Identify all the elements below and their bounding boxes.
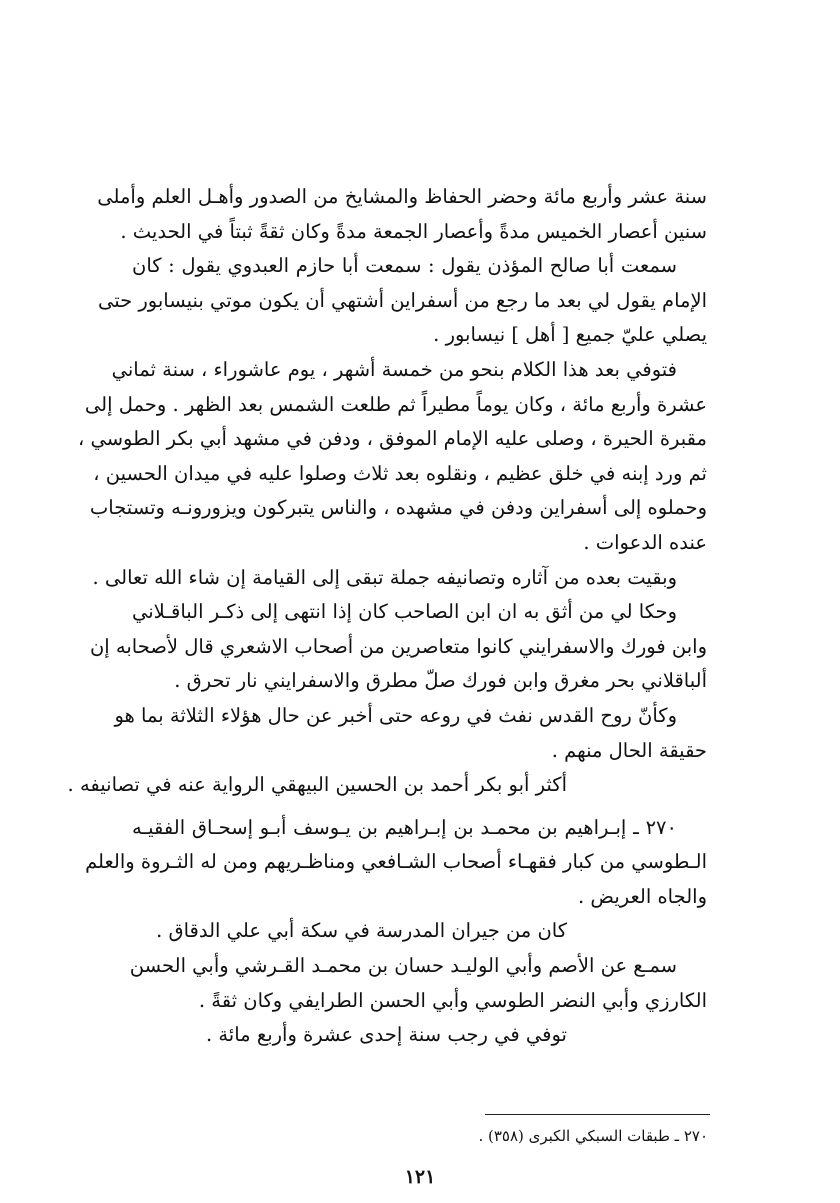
text-line: الكارزي وأبي النضر الطوسي وأبي الحسن الطرايفي وكان ثقةً . (198, 988, 707, 1012)
text-line: كان من جيران المدرسة في سكة أبي علي الدقاق . (156, 919, 567, 943)
text-line: وبقيت بعده من آثاره وتصانيفه جملة تبقى إلى القيامة إن شاء الله تعالى . (92, 565, 677, 589)
text-line: سمعت أبا صالح المؤذن يقول : سمعت أبا حازم العبدوي يقول : كان (132, 254, 677, 278)
text-line: ألباقلاني بحر مغرق وابن فورك صلّ مطرق والاسفرايني نار تحرق . (174, 669, 707, 693)
text-line: ثم ورد إبنه في خلق عظيم ، ونقلوه بعد ثلاث وصلوا عليه في ميدان الحسين ، (93, 461, 707, 485)
text-line: وحملوه إلى أسفراين ودفن في مشهده ، والناس يتبركون ويزورونـه وتستجاب (89, 496, 707, 520)
text-line: سمـع عن الأصم وأبي الوليـد حسان بن محمـد القـرشي وأبي الحسن (129, 954, 677, 978)
text-line: أكثر أبو بكر أحمد بن الحسين البيهقي الرواية عنه في تصانيفه . (67, 773, 567, 797)
text-line: عنده الدعوات . (583, 530, 707, 554)
text-line: وابن فورك والاسفرايني كانوا متعاصرين من أصحاب الاشعري قال لأصحابه إن (89, 634, 707, 658)
text-line: سنة عشر وأربع مائة وحضر الحفاظ والمشايخ من الصدور وأهـل العلم وأملى (97, 185, 707, 208)
text-line: مقبرة الحيرة ، وصلى عليه الإمام الموفق ، ودفن في مشهد أبي بكر الطوسي ، (77, 427, 707, 451)
footnote: ٢٧٠ ـ طبقات السبكي الكبرى (٣٥٨) . (478, 1127, 708, 1145)
text-line: حقيقة الحال منهم . (551, 738, 707, 762)
page-number: ١٢١ (404, 1166, 436, 1188)
section-gap (132, 803, 707, 811)
footnote-separator (485, 1114, 710, 1115)
text-line: وكأنّ روح القدس نفث في روعه حتى أخبر عن حال هؤلاء الثلاثة بما هو (114, 703, 677, 727)
body-text (67, 180, 707, 1053)
text-line: عشرة وأربع مائة ، وكان يوماً مطيراً ثم طلعت الشمس بعد الظهر . وحمل إلى (84, 392, 707, 416)
text-line: والجاه العريض . (578, 884, 707, 908)
text-line: الإمام يقول لي بعد ما رجع من أسفراين أشتهي أن يكون موتي بنيسابور حتى (97, 288, 707, 312)
text-line: سنين أعصار الخميس مدةً وأعصار الجمعة مدةً وكان ثقةً ثبتاً في الحديث . (120, 219, 707, 243)
text-line: يصلي عليّ جميع [ أهل ] نيسابور . (433, 323, 707, 347)
text-line: فتوفي بعد هذا الكلام بنحو من خمسة أشهر ، يوم عاشوراء ، سنة ثماني (111, 357, 677, 381)
text-line: الـطوسي من كبار فقهـاء أصحاب الشـافعي ومناظـريهم ومن له الثـروة والعلم (85, 850, 707, 874)
entry-heading-line: ٢٧٠ ـ إبـراهيم بن محمـد بن إبـراهيم بن يـوسف أبـو إسحـاق الفقيـه (132, 815, 677, 839)
text-line: وحكا لي من أثق به ان ابن الصاحب كان إذا انتهى إلى ذكـر الباقـلاني (132, 600, 677, 624)
text-line: توفي في رجب سنة إحدى عشرة وأربع مائة . (205, 1023, 567, 1047)
